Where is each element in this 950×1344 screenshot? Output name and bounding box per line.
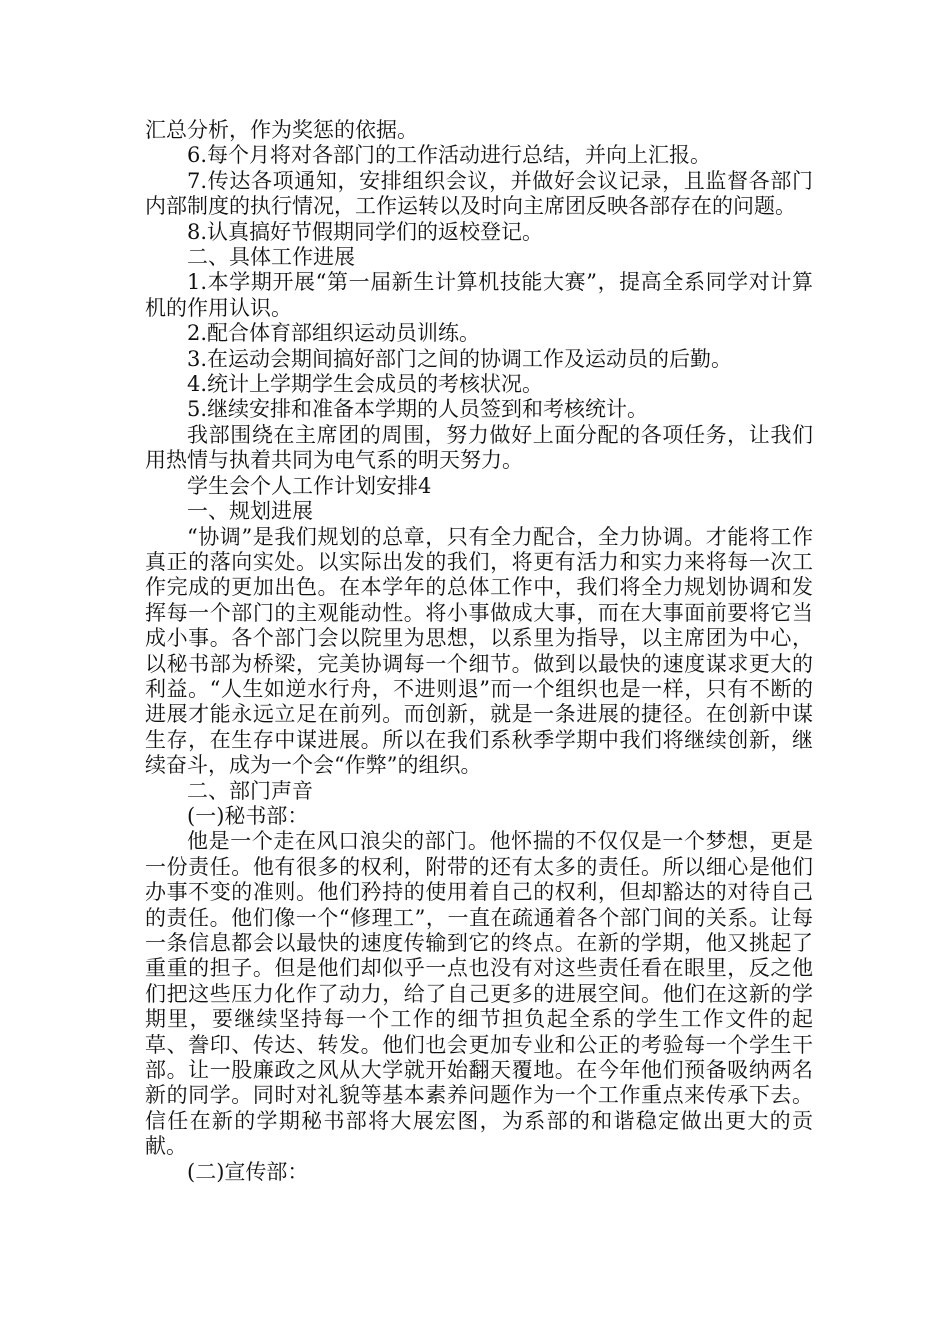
paragraph: 我部围绕在主席团的周围，努力做好上面分配的各项任务，让我们用热情与执着共同为电气系的明天努力。 [145, 422, 813, 473]
paragraph: 他是一个走在风口浪尖的部门。他怀揣的不仅仅是一个梦想，更是一份责任。他有很多的权利，附带的还有太多的责任。所以细心是他们办事不变的准则。他们矜持的使用着自己的权利，但却豁达的对待自己的责任。他们像一个“修理工”，一直在疏通着各个部门间的关系。让每一条信息都会以最快的速度传输到它的终点。在新的学期，他又挑起了重重的担子。但是他们却似乎一点也没有对这些责任看在眼里，反之他们把这些压力化作了动力，给了自己更多的进展空间。他们在这新的学期里，要继续坚持每一个工作的细节担负起全系的学生工作文件的起草、誊印、传达、转发。他们也会更加专业和公正的考验每一个学生干部。让一股廉政之风从大学就开始翻天覆地。在今年他们预备吸纳两名新的同学。同时对礼貌等基本素养问题作为一个工作重点来传承下去。信任在新的学期秘书部将大展宏图，为系部的和谐稳定做出更大的贡献。 [145, 829, 813, 1159]
section-heading: 二、具体工作进展 [187, 245, 355, 270]
paragraph: 4.统计上学期学生会成员的考核状况。 [187, 372, 544, 397]
section-heading: 二、部门声音 [187, 778, 313, 803]
paragraph: 7.传达各项通知，安排组织会议，并做好会议记录，且监督各部门内部制度的执行情况，工作运转以及时向主席团反映各部存在的问题。 [145, 168, 813, 219]
paragraph: 3.在运动会期间搞好部门之间的协调工作及运动员的后勤。 [187, 346, 733, 371]
paragraph: 6.每个月将对各部门的工作活动进行总结，并向上汇报。 [187, 143, 712, 168]
document-body [145, 118, 813, 1185]
section-heading: 一、规划进展 [187, 499, 313, 524]
paragraph: 8.认真搞好节假期同学们的返校登记。 [187, 219, 544, 244]
paragraph: “协调”是我们规划的总章，只有全力配合，全力协调。才能将工作真正的落向实处。以实际出发的我们，将更有活力和实力来将每一次工作完成的更加出色。在本学年的总体工作中，我们将全力规划协调和发挥每一个部门的主观能动性。将小事做成大事，而在大事面前要将它当成小事。各个部门会以院里为思想，以系里为指导，以主席团为中心，以秘书部为桥梁，完美协调每一个细节。做到以最快的速度谋求更大的利益。“人生如逆水行舟，不进则退”而一个组织也是一样，只有不断的进展才能永远立足在前列。而创新，就是一条进展的捷径。在创新中谋生存，在生存中谋进展。所以在我们系秋季学期中我们将继续创新，继续奋斗，成为一个会“作弊”的组织。 [145, 524, 813, 778]
paragraph: 1.本学期开展“第一届新生计算机技能大赛”，提高全系同学对计算机的作用认识。 [145, 270, 813, 320]
paragraph: 5.继续安排和准备本学期的人员签到和考核统计。 [187, 397, 649, 422]
subsection-heading: (一)秘书部： [187, 803, 309, 828]
paragraph: 2.配合体育部组织运动员训练。 [187, 321, 481, 346]
paragraph: 汇总分析，作为奖惩的依据。 [145, 118, 418, 142]
subsection-heading: (二)宣传部： [187, 1159, 309, 1184]
document-title: 学生会个人工作计划安排4 [187, 473, 432, 498]
